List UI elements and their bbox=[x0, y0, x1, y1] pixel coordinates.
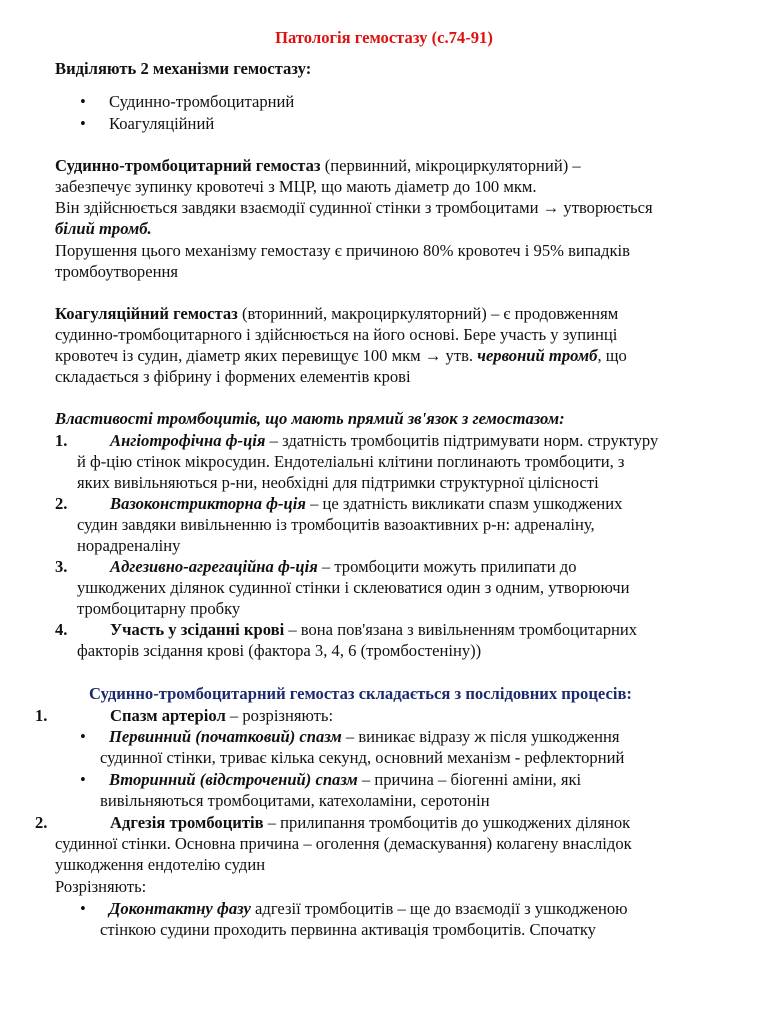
property-2-line-2: судин завдяки вивільненню із тромбоцитів вазоактивних р-н: адреналіну, bbox=[77, 515, 595, 534]
list-number: 2. bbox=[55, 494, 68, 513]
bullet-icon: • bbox=[80, 770, 86, 789]
step-1-line: Спазм артеріол – розрізняють: bbox=[110, 706, 334, 725]
secondary-line-4: складається з фібрину і формених елементів крові bbox=[55, 367, 411, 386]
property-1-line-3: яких вивільняються р-ни, необхідні для підтримки структурної цілісності bbox=[77, 473, 599, 492]
primary-line-1: Судинно-тромбоцитарний гемостаз (первинний, мікроциркуляторний) – bbox=[55, 156, 581, 175]
secondary-line-3: кровотеч із судин, діаметр яких перевищує 100 мкм → утв. червоний тромб, що bbox=[55, 346, 627, 365]
primary-spasm-line-1: Первинний (початковий) спазм – виникає відразу ж після ушкодження bbox=[109, 727, 620, 746]
property-3-line-1: Адгезивно-агрегаційна ф-ція – тромбоцити можуть прилипати до bbox=[110, 557, 577, 576]
page-title: Патологія гемостазу (с.74-91) bbox=[275, 28, 493, 47]
list-number: 4. bbox=[55, 620, 68, 639]
list-number: 2. bbox=[35, 813, 48, 832]
arrow-right-icon: → bbox=[542, 198, 560, 217]
secondary-term: Коагуляційний гемостаз bbox=[55, 304, 238, 323]
secondary-spasm-line-1: Вторинний (відстрочений) спазм – причина – біогенні аміни, які bbox=[109, 770, 582, 789]
primary-line-6: тромбоутворення bbox=[55, 262, 178, 281]
red-thrombus-term: червоний тромб bbox=[477, 346, 598, 365]
primary-line-5: Порушення цього механізму гемостазу є причиною 80% кровотеч і 95% випадків bbox=[55, 241, 630, 260]
precontact-phase-line-2: стінкою судини проходить первинна активація тромбоцитів. Спочатку bbox=[100, 920, 596, 939]
primary-line-3: Він здійснюється завдяки взаємодії судинної стінки з тромбоцитами → утворюється bbox=[55, 198, 653, 217]
bullet-icon: • bbox=[80, 92, 86, 111]
property-4-line-1: Участь у зсіданні крові – вона пов'язана з вивільненням тромбоцитарних bbox=[110, 620, 638, 639]
property-2-line-1: Вазоконстрикторна ф-ція – це здатність викликати спазм ушкоджених bbox=[110, 494, 623, 513]
secondary-spasm-line-2: вивільняються тромбоцитами, катехоламіни, серотонін bbox=[100, 791, 490, 810]
property-3-line-3: тромбоцитарну пробку bbox=[77, 599, 241, 618]
primary-spasm-line-2: судинної стінки, триває кілька секунд, основний механізм - рефлекторний bbox=[100, 748, 625, 767]
bullet-icon: • bbox=[80, 114, 86, 133]
process-heading: Судинно-тромбоцитарний гемостаз складається з послідовних процесів: bbox=[89, 684, 632, 703]
mechanism-item-2: Коагуляційний bbox=[109, 114, 215, 133]
property-1-line-2: й ф-цію стінок мікросудин. Ендотеліальні клітини поглинають тромбоцити, з bbox=[77, 452, 625, 471]
list-number: 1. bbox=[55, 431, 68, 450]
arrow-right-icon: → bbox=[424, 346, 442, 365]
step-2-line-3: ушкодження ендотелію судин bbox=[55, 855, 266, 874]
list-number: 1. bbox=[35, 706, 48, 725]
mechanisms-heading: Виділяють 2 механізми гемостазу: bbox=[55, 59, 312, 78]
primary-line-2: забезпечує зупинку кровотечі з МЦР, що мають діаметр до 100 мкм. bbox=[55, 177, 537, 196]
mechanism-item-1: Судинно-тромбоцитарний bbox=[109, 92, 295, 111]
secondary-line-2: судинно-тромбоцитарного і здійснюється на його основі. Бере участь у зупинці bbox=[55, 325, 618, 344]
step-2-line-4: Розрізняють: bbox=[55, 877, 147, 896]
property-3-line-2: ушкоджених ділянок судинної стінки і склеюватися один з одним, утворюючи bbox=[77, 578, 630, 597]
property-1-line-1: Ангіотрофічна ф-ція – здатність тромбоцитів підтримувати норм. структуру bbox=[110, 431, 659, 450]
property-2-line-3: норадреналіну bbox=[77, 536, 181, 555]
properties-heading: Властивості тромбоцитів, що мають прямий зв'язок з гемостазом: bbox=[55, 409, 565, 428]
bullet-icon: • bbox=[80, 727, 86, 746]
secondary-line-1: Коагуляційний гемостаз (вторинний, макроциркуляторний) – є продовженням bbox=[55, 304, 619, 323]
step-2-line-2: судинної стінки. Основна причина – оголення (демаскування) колагену внаслідок bbox=[55, 834, 632, 853]
primary-term: Судинно-тромбоцитарний гемостаз bbox=[55, 156, 321, 175]
white-thrombus-term: білий тромб. bbox=[55, 219, 152, 238]
list-number: 3. bbox=[55, 557, 68, 576]
bullet-icon: • bbox=[80, 899, 86, 918]
property-4-line-2: факторів зсідання крові (фактора 3, 4, 6 (тромбостеніну)) bbox=[77, 641, 482, 660]
step-2-line-1: Адгезія тромбоцитів – прилипання тромбоцитів до ушкоджених ділянок bbox=[110, 813, 631, 832]
precontact-phase-line-1: Доконтактну фазу адгезії тромбоцитів – ще до взаємодії з ушкодженою bbox=[109, 899, 628, 918]
